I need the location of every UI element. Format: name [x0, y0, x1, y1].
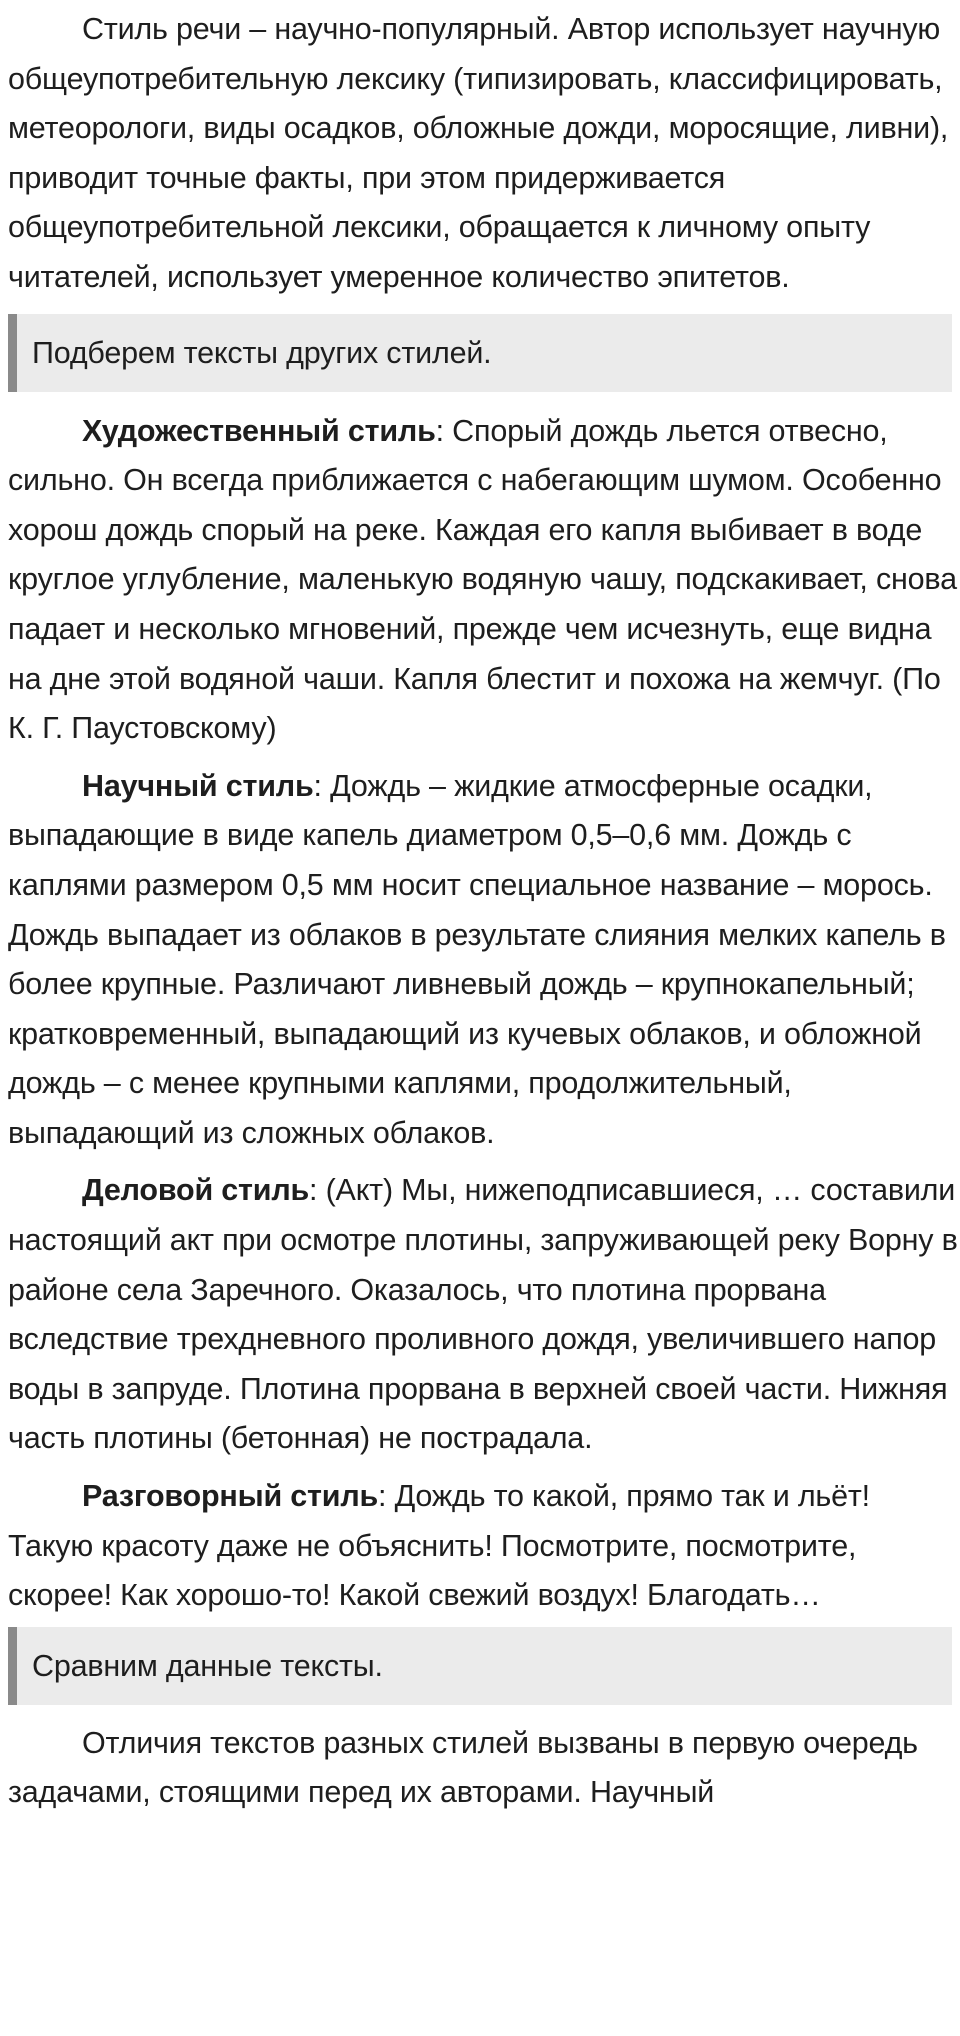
document-page [0, 5, 960, 2036]
scientific-style-paragraph [8, 762, 960, 1159]
artistic-style-paragraph [8, 407, 960, 754]
comparison-paragraph: Отличия текстов разных стилей вызваны в первую очередь задачами, стоящими перед их авторами. Научный [8, 1725, 918, 1810]
intro-paragraph: Стиль речи – научно-популярный. Автор использует научную общеупотребительную лексику (типизировать, классифицировать, метеорологи, виды осадков, обложные дожди, моросящие, ливни), приводит точные факты, при этом придерживается общеупотребительной лексики, обращается к личному опыту читателей, использует умеренное количество эпитетов. [8, 12, 949, 294]
business-style-paragraph [8, 1166, 960, 1464]
scientific-style-label: Научный стиль [82, 768, 314, 803]
artistic-style-text: : Спорый дождь льется отвесно, сильно. Он всегда приближается с набегающим шумом. Особенно хорош дождь спорый на реке. Каждая его капля выбивает в воде круглое углубление, маленькую водяную чашу, подскакивает, снова падает и несколько мгновений, прежде чем исчезнуть, еще видна на дне этой водяной чаши. Капля блестит и похожа на жемчуг. (По К. Г. Паустовскому) [8, 413, 957, 746]
conversational-style-paragraph [8, 1472, 960, 1621]
conversational-style-text: : Дождь то какой, прямо так и льёт! Такую красоту даже не объяснить! Посмотрите, посмотрите, скорее! Как хорошо-то! Какой свежий воздух! Благодать… [8, 1479, 870, 1613]
business-style-label: Деловой стиль [82, 1173, 310, 1208]
scientific-style-text: : Дождь – жидкие атмосферные осадки, выпадающие в виде капель диаметром 0,5–0,6 мм. Дождь с каплями размером 0,5 мм носит специальное название – морось. Дождь выпадает из облаков в результате слияния мелких капель в более крупные. Различают ливневый дождь – крупнокапельный; кратковременный, выпадающий из кучевых облаков, и обложной дождь – с менее крупными каплями, продолжительный, выпадающий из сложных облаков. [8, 768, 946, 1150]
callout-compare-texts: Сравним данные тексты. [8, 1627, 952, 1705]
callout-pick-texts: Подберем тексты других стилей. [8, 314, 952, 392]
artistic-style-label: Художественный стиль [82, 413, 436, 448]
business-style-text: : (Акт) Мы, нижеподписавшиеся, … составили настоящий акт при осмотре плотины, запруживающей реку Ворну в районе села Заречного. Оказалось, что плотина прорвана вследствие трехдневного проливного дождя, увеличившего напор воды в запруде. Плотина прорвана в верхней своей части. Нижняя часть плотины (бетонная) не пострадала. [8, 1173, 958, 1456]
conversational-style-label: Разговорный стиль [82, 1479, 379, 1514]
